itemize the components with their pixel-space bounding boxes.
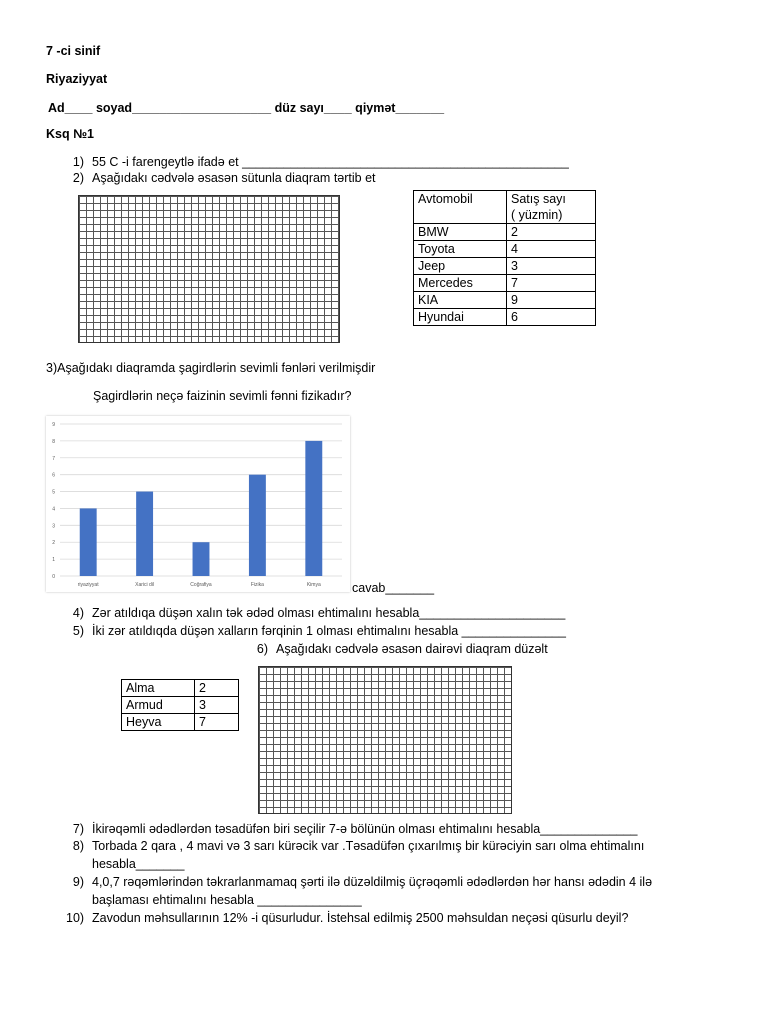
table-row: Alma 2 (122, 680, 239, 697)
car-sales-table (413, 190, 596, 326)
question-3-prompt: Şagirdlərin neçə faizinin sevimli fənni fizikadır? (93, 389, 352, 403)
x-tick-label: Fizika (250, 582, 264, 588)
x-tick-label: Xarici dil (135, 582, 155, 588)
answer-label-q3: cavab_______ (352, 581, 435, 595)
y-tick-label: 0 (52, 574, 55, 580)
table-row: Mercedes 7 (414, 275, 596, 292)
table-row: KIA 9 (414, 292, 596, 309)
table-row: Toyota 4 (414, 241, 596, 258)
bar-fizika (249, 475, 266, 576)
y-tick-label: 2 (52, 540, 55, 547)
bar-xarici-dil (136, 492, 153, 576)
answer-grid-pie-chart[interactable] (258, 666, 512, 814)
question-8-line2: hesabla_______ (92, 857, 185, 871)
bar-chart-svg (46, 416, 350, 592)
quiz-title: Ksq №1 (46, 127, 94, 141)
y-tick-label: 8 (52, 438, 55, 445)
table-row: Jeep 3 (414, 258, 596, 275)
answer-grid-bar-chart[interactable] (78, 195, 340, 343)
x-tick-label: riyaziyyat (77, 582, 99, 588)
question-9-line2: başlaması ehtimalını hesabla _______________ (92, 893, 362, 907)
bar-riyaziyyat (80, 508, 97, 576)
header-cell: Avtomobil (414, 191, 507, 224)
y-tick-label: 1 (52, 557, 55, 564)
table-row: Armud 3 (122, 697, 239, 714)
table-row: Hyundai 6 (414, 309, 596, 326)
subject-label: Riyaziyyat (46, 72, 108, 86)
y-tick-label: 6 (52, 472, 55, 479)
grade-label: 7 -ci sinif (46, 44, 101, 58)
y-tick-label: 7 (52, 455, 55, 462)
bar-coğrafiya (193, 542, 210, 576)
y-tick-label: 4 (52, 506, 55, 513)
x-tick-label: Kimya (306, 582, 321, 588)
subjects-bar-chart (46, 416, 350, 592)
fruit-table (121, 679, 239, 731)
question-3: 3)Aşağıdakı diaqramda şagirdlərin sevimli fənləri verilmişdir (46, 361, 376, 375)
student-info-line: Ad____ soyad____________________ düz sayı____ qiymət_______ (48, 101, 445, 115)
header-cell: Satış sayı ( yüzmin) (507, 191, 596, 224)
table-header-row (414, 191, 596, 224)
bar-kimya (305, 441, 322, 576)
y-tick-label: 5 (52, 489, 55, 496)
y-tick-label: 9 (52, 422, 55, 428)
y-tick-label: 3 (52, 523, 55, 530)
table-row: BMW 2 (414, 224, 596, 241)
table-row: Heyva 7 (122, 714, 239, 731)
x-tick-label: Coğrafiya (190, 582, 212, 588)
